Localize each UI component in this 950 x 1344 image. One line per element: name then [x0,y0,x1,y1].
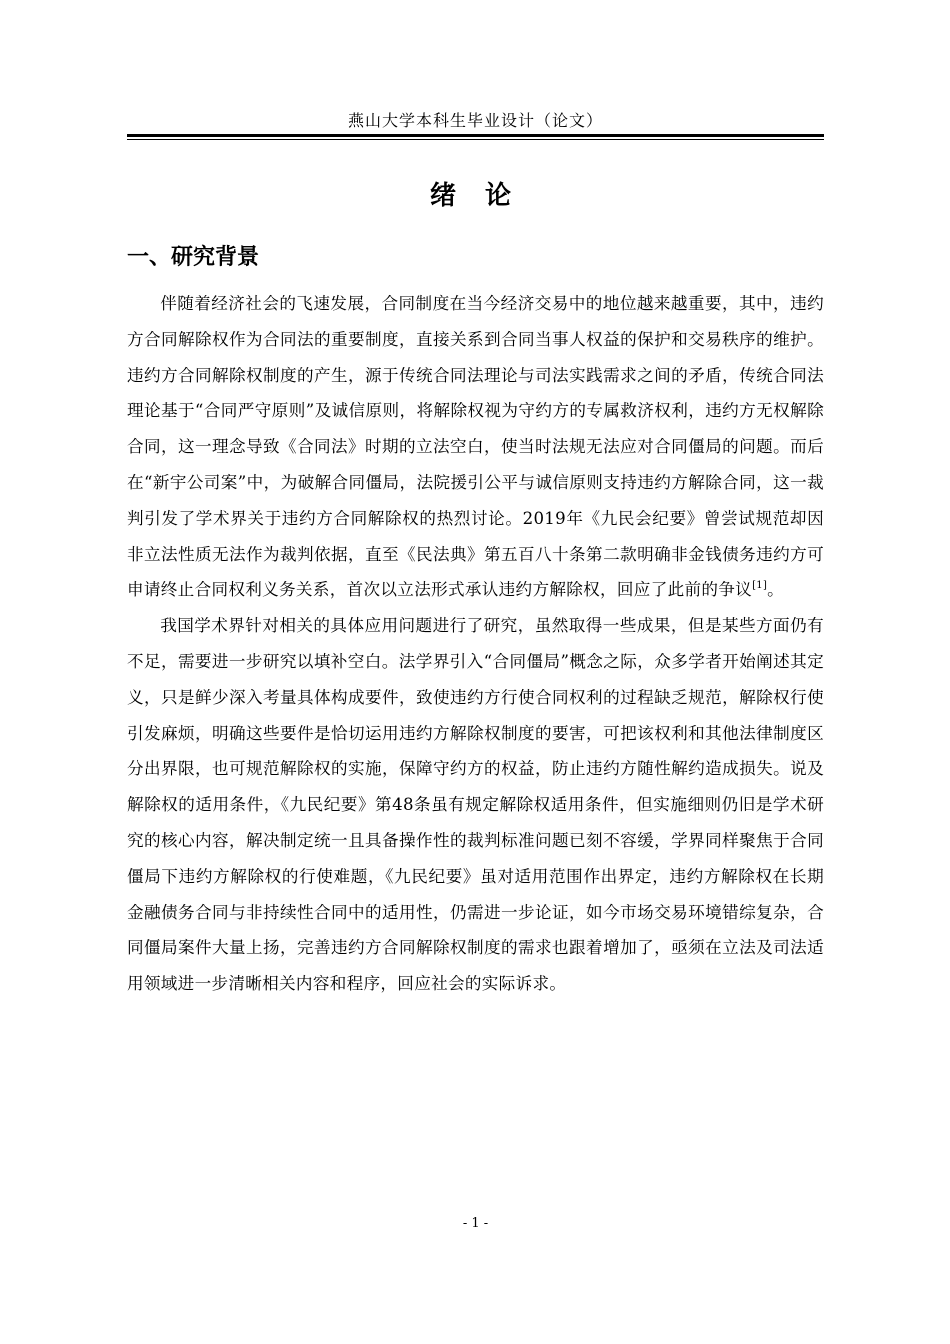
header-rule-thick [127,134,824,137]
running-header: 燕山大学本科生毕业设计（论文） [347,111,603,130]
paragraph-2-text: 我国学术界针对相关的具体应用问题进行了研究，虽然取得一些成果，但是某些方面仍有不足，需要进一步研究以填补空白。法学界引入“合同僵局”概念之际，众多学者开始阐述其定义，只是鲜少深入考量具体构成要件，致使违约方行使合同权利的过程缺乏规范，解除权行使引发麻烦，明确这些要件是恰切运用违约方解除权制度的要害，可把该权利和其他法律制度区分出界限，也可规范解除权的实施，保障守约方的权益，防止违约方随性解约造成损失。说及解除权的适用条件，《九民纪要》第48条虽有规定解除权适用条件，但实施细则仍旧是学术研究的核心内容，解决制定统一且具备操作性的裁判标准问题已刻不容缓，学界同样聚焦于合同僵局下违约方解除权的行使难题，《九民纪要》虽对适用范围作出界定，违约方解除权在长期金融债务合同与非持续性合同中的适用性，仍需进一步论证，如今市场交易环境错综复杂，合同僵局案件大量上扬，完善违约方合同解除权制度的需求也跟着增加了，亟须在立法及司法适用领域进一步清晰相关内容和程序，回应社会的实际诉求。 [127,616,824,994]
header-rule-thin [127,139,824,140]
citation-marker[interactable]: [1] [752,580,768,592]
body-text [127,286,824,1002]
chapter-title: 绪 论 [429,181,522,211]
section-title: 一、研究背景 [127,245,260,270]
paragraph-1-text: 伴随着经济社会的飞速发展，合同制度在当今经济交易中的地位越来越重要，其中，违约方合同解除权作为合同法的重要制度，直接关系到合同当事人权益的保护和交易秩序的维护。违约方合同解除权制度的产生，源于传统合同法理论与司法实践需求之间的矛盾，传统合同法理论基于“合同严守原则”及诚信原则，将解除权视为守约方的专属救济权利，违约方无权解除合同，这一理念导致《合同法》时期的立法空白，使当时法规无法应对合同僵局的问题。而后在“新宇公司案”中，为破解合同僵局，法院援引公平与诚信原则支持违约方解除合同，这一裁判引发了学术界关于违约方合同解除权的热烈讨论。2019年《九民会纪要》曾尝试规范却因非立法性质无法作为裁判依据，直至《民法典》第五百八十条第二款明确非金钱债务违约方可申请终止合同权利义务关系，首次以立法形式承认违约方解除权，回应了此前的争议 [127,294,824,600]
page-number: - 1 - [462,1216,489,1231]
paragraph-2 [127,608,824,1002]
paragraph-1-tail: 。 [767,580,785,600]
paragraph-1 [127,286,824,608]
